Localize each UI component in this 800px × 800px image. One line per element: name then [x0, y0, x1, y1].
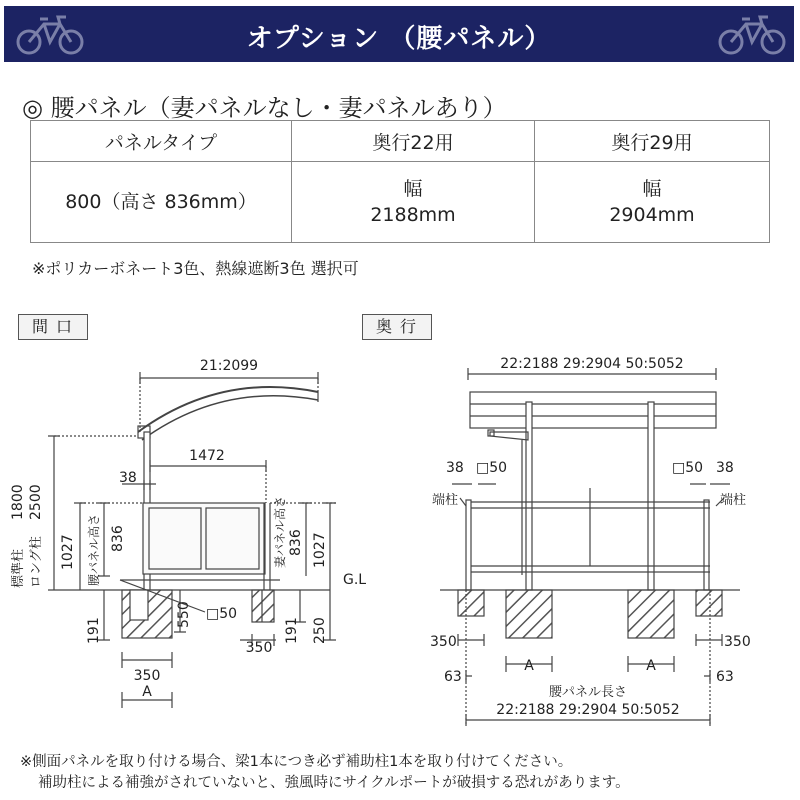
- dim-a-right-label: A: [646, 658, 656, 674]
- table-header-row: [31, 121, 770, 162]
- width-label: 幅: [642, 178, 662, 200]
- d250-label: 250: [312, 617, 328, 644]
- table-header: 奥行29用: [535, 121, 770, 162]
- width-value: 2188mm: [370, 204, 456, 226]
- panel-width-label: 1472: [189, 448, 225, 464]
- d191-left-label: 191: [86, 617, 102, 644]
- end-post-right-label: 端柱: [720, 493, 747, 508]
- d63-left-label: 63: [444, 669, 462, 685]
- d63-right-label: 63: [716, 669, 734, 685]
- depth22-cell: [292, 162, 535, 243]
- panel-length-label: 腰パネル長さ: [548, 685, 628, 700]
- long-post-label: ロング柱: [29, 536, 44, 588]
- dim-38-left-label: 38: [446, 460, 464, 476]
- h1800-label: 1800: [10, 484, 26, 520]
- std-post-label: 標準柱: [11, 548, 26, 588]
- sq50-left-label: □50: [476, 460, 508, 476]
- d350-left-label: 350: [430, 634, 457, 650]
- h1027-right-label: 1027: [312, 532, 328, 568]
- h1027-left-label: 1027: [60, 534, 76, 570]
- h836-right-label: 836: [288, 529, 304, 556]
- dim-38-label: 38: [119, 470, 137, 486]
- dim-a-left-label: A: [524, 658, 534, 674]
- section-title: ◎ 腰パネル（妻パネルなし・妻パネルあり）: [22, 94, 507, 122]
- table-row: [31, 162, 770, 243]
- color-note: ※ポリカーボネート3色、熱線遮断3色 選択可: [32, 259, 359, 278]
- depth-top-label: 22:2188 29:2904 50:5052: [500, 356, 684, 372]
- panel-height-label: 腰パネル高さ: [87, 513, 101, 586]
- width-top-label: 21:2099: [199, 358, 259, 374]
- d350-right-label: 350: [245, 640, 273, 656]
- depth-label: 奥行: [362, 314, 432, 340]
- dim-a-label: A: [142, 684, 152, 700]
- bicycle-icon: [716, 14, 788, 56]
- frontage-label: 間口: [18, 314, 88, 340]
- footnote-line: 補助柱による補強がされていないと、強風時にサイクルポートが破損する恐れがあります。: [38, 775, 630, 791]
- dimension-diagram: [0, 300, 800, 740]
- sq50-label: □50: [206, 606, 238, 622]
- h2500-label: 2500: [28, 484, 44, 520]
- table-header: 奥行22用: [292, 121, 535, 162]
- h836-left-label: 836: [110, 525, 126, 552]
- dim-38-right-label: 38: [716, 460, 734, 476]
- panel-spec-table: [30, 120, 770, 243]
- d350-bottom-label: 350: [133, 668, 161, 684]
- end-post-left-label: 端柱: [432, 493, 459, 508]
- depth-diagram: [440, 368, 740, 726]
- width-value: 2904mm: [609, 204, 695, 226]
- panel-type-cell: 800（高さ 836mm）: [31, 162, 292, 243]
- width-label: 幅: [403, 178, 423, 200]
- panel-length-values: 22:2188 29:2904 50:5052: [496, 702, 680, 718]
- table-header: パネルタイプ: [31, 121, 292, 162]
- banner-title: オプション （腰パネル）: [246, 24, 552, 54]
- depth29-cell: [535, 162, 770, 243]
- gable-panel-height-label: 妻パネル高さ: [273, 495, 287, 568]
- d350-right-label: 350: [724, 634, 751, 650]
- ground-level-label: G.L: [343, 572, 367, 588]
- footnote: [20, 752, 630, 794]
- sq50-right-label: □50: [672, 460, 704, 476]
- d191-right-label: 191: [284, 617, 300, 644]
- d550-label: 550: [176, 601, 192, 628]
- footnote-line: ※側面パネルを取り付ける場合、梁1本につき必ず補助柱1本を取り付けてください。: [20, 754, 573, 770]
- title-banner: [4, 6, 794, 62]
